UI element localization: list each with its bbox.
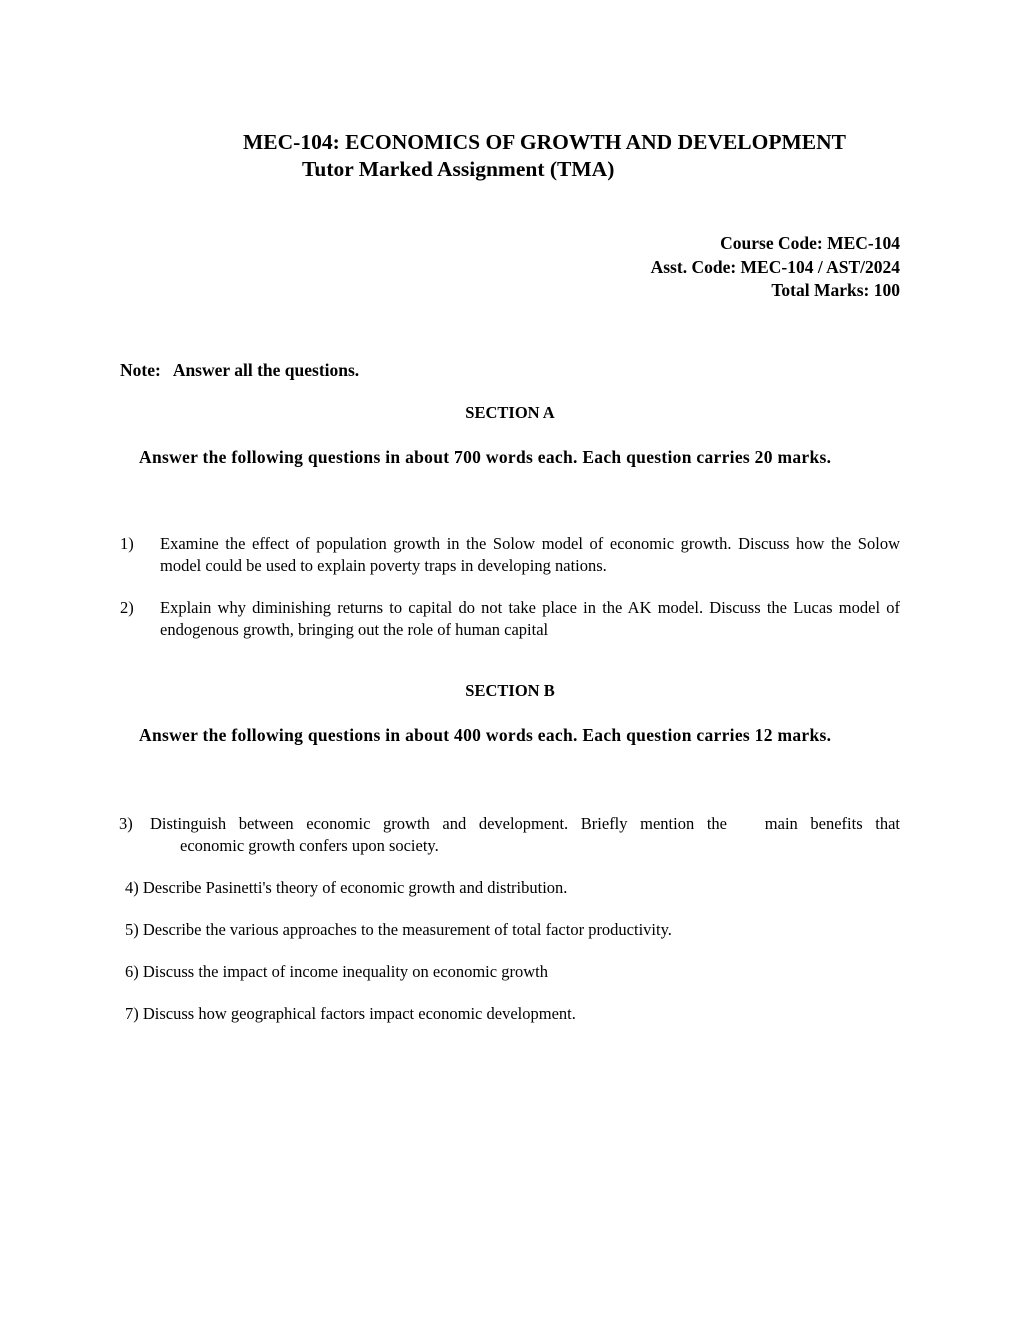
- section-b-instruction: Answer the following questions in about 400 words each. Each question carries 12 marks.: [139, 725, 832, 745]
- question-5: 5) Describe the various approaches to the measurement of total factor productivity.: [125, 920, 672, 939]
- question-4: 4) Describe Pasinetti's theory of economic growth and distribution.: [125, 878, 568, 897]
- question-text: Explain why diminishing returns to capital do not take place in the AK model. Discuss the Lucas model of endogenous growth, bringing out the role of human capital: [160, 598, 900, 639]
- section-a-instruction: Answer the following questions in about 700 words each. Each question carries 20 marks.: [139, 447, 832, 467]
- question-2: [120, 597, 900, 641]
- question-text-line1: Distinguish between economic growth and development. Briefly mention the main benefits that: [150, 814, 900, 833]
- section-b-heading: SECTION B: [465, 681, 555, 700]
- document-title: MEC-104: ECONOMICS OF GROWTH AND DEVELOPMENT: [243, 130, 847, 154]
- question-7: 7) Discuss how geographical factors impact economic development.: [125, 1004, 576, 1023]
- question-6: 6) Discuss the impact of income inequality on economic growth: [125, 962, 548, 981]
- section-a-heading: SECTION A: [465, 403, 555, 422]
- total-marks: Total Marks: 100: [771, 280, 900, 300]
- question-number: 2): [120, 598, 134, 617]
- question-3: [119, 813, 900, 857]
- question-1: [120, 533, 900, 577]
- note-label: Note:: [120, 360, 161, 380]
- question-number: 3): [119, 814, 133, 833]
- course-code: Course Code: MEC-104: [720, 233, 900, 253]
- question-text: Examine the effect of population growth in the Solow model of economic growth. Discuss how the Solow model could be used to explain poverty traps in developing nations.: [160, 534, 900, 575]
- assignment-code: Asst. Code: MEC-104 / AST/2024: [650, 256, 900, 277]
- note-text: Answer all the questions.: [172, 360, 360, 380]
- note: [120, 360, 359, 381]
- question-text-line2: economic growth confers upon society.: [180, 836, 439, 855]
- assignment-codes: [651, 232, 900, 303]
- document-subtitle: Tutor Marked Assignment (TMA): [302, 157, 615, 181]
- question-number: 1): [120, 534, 134, 553]
